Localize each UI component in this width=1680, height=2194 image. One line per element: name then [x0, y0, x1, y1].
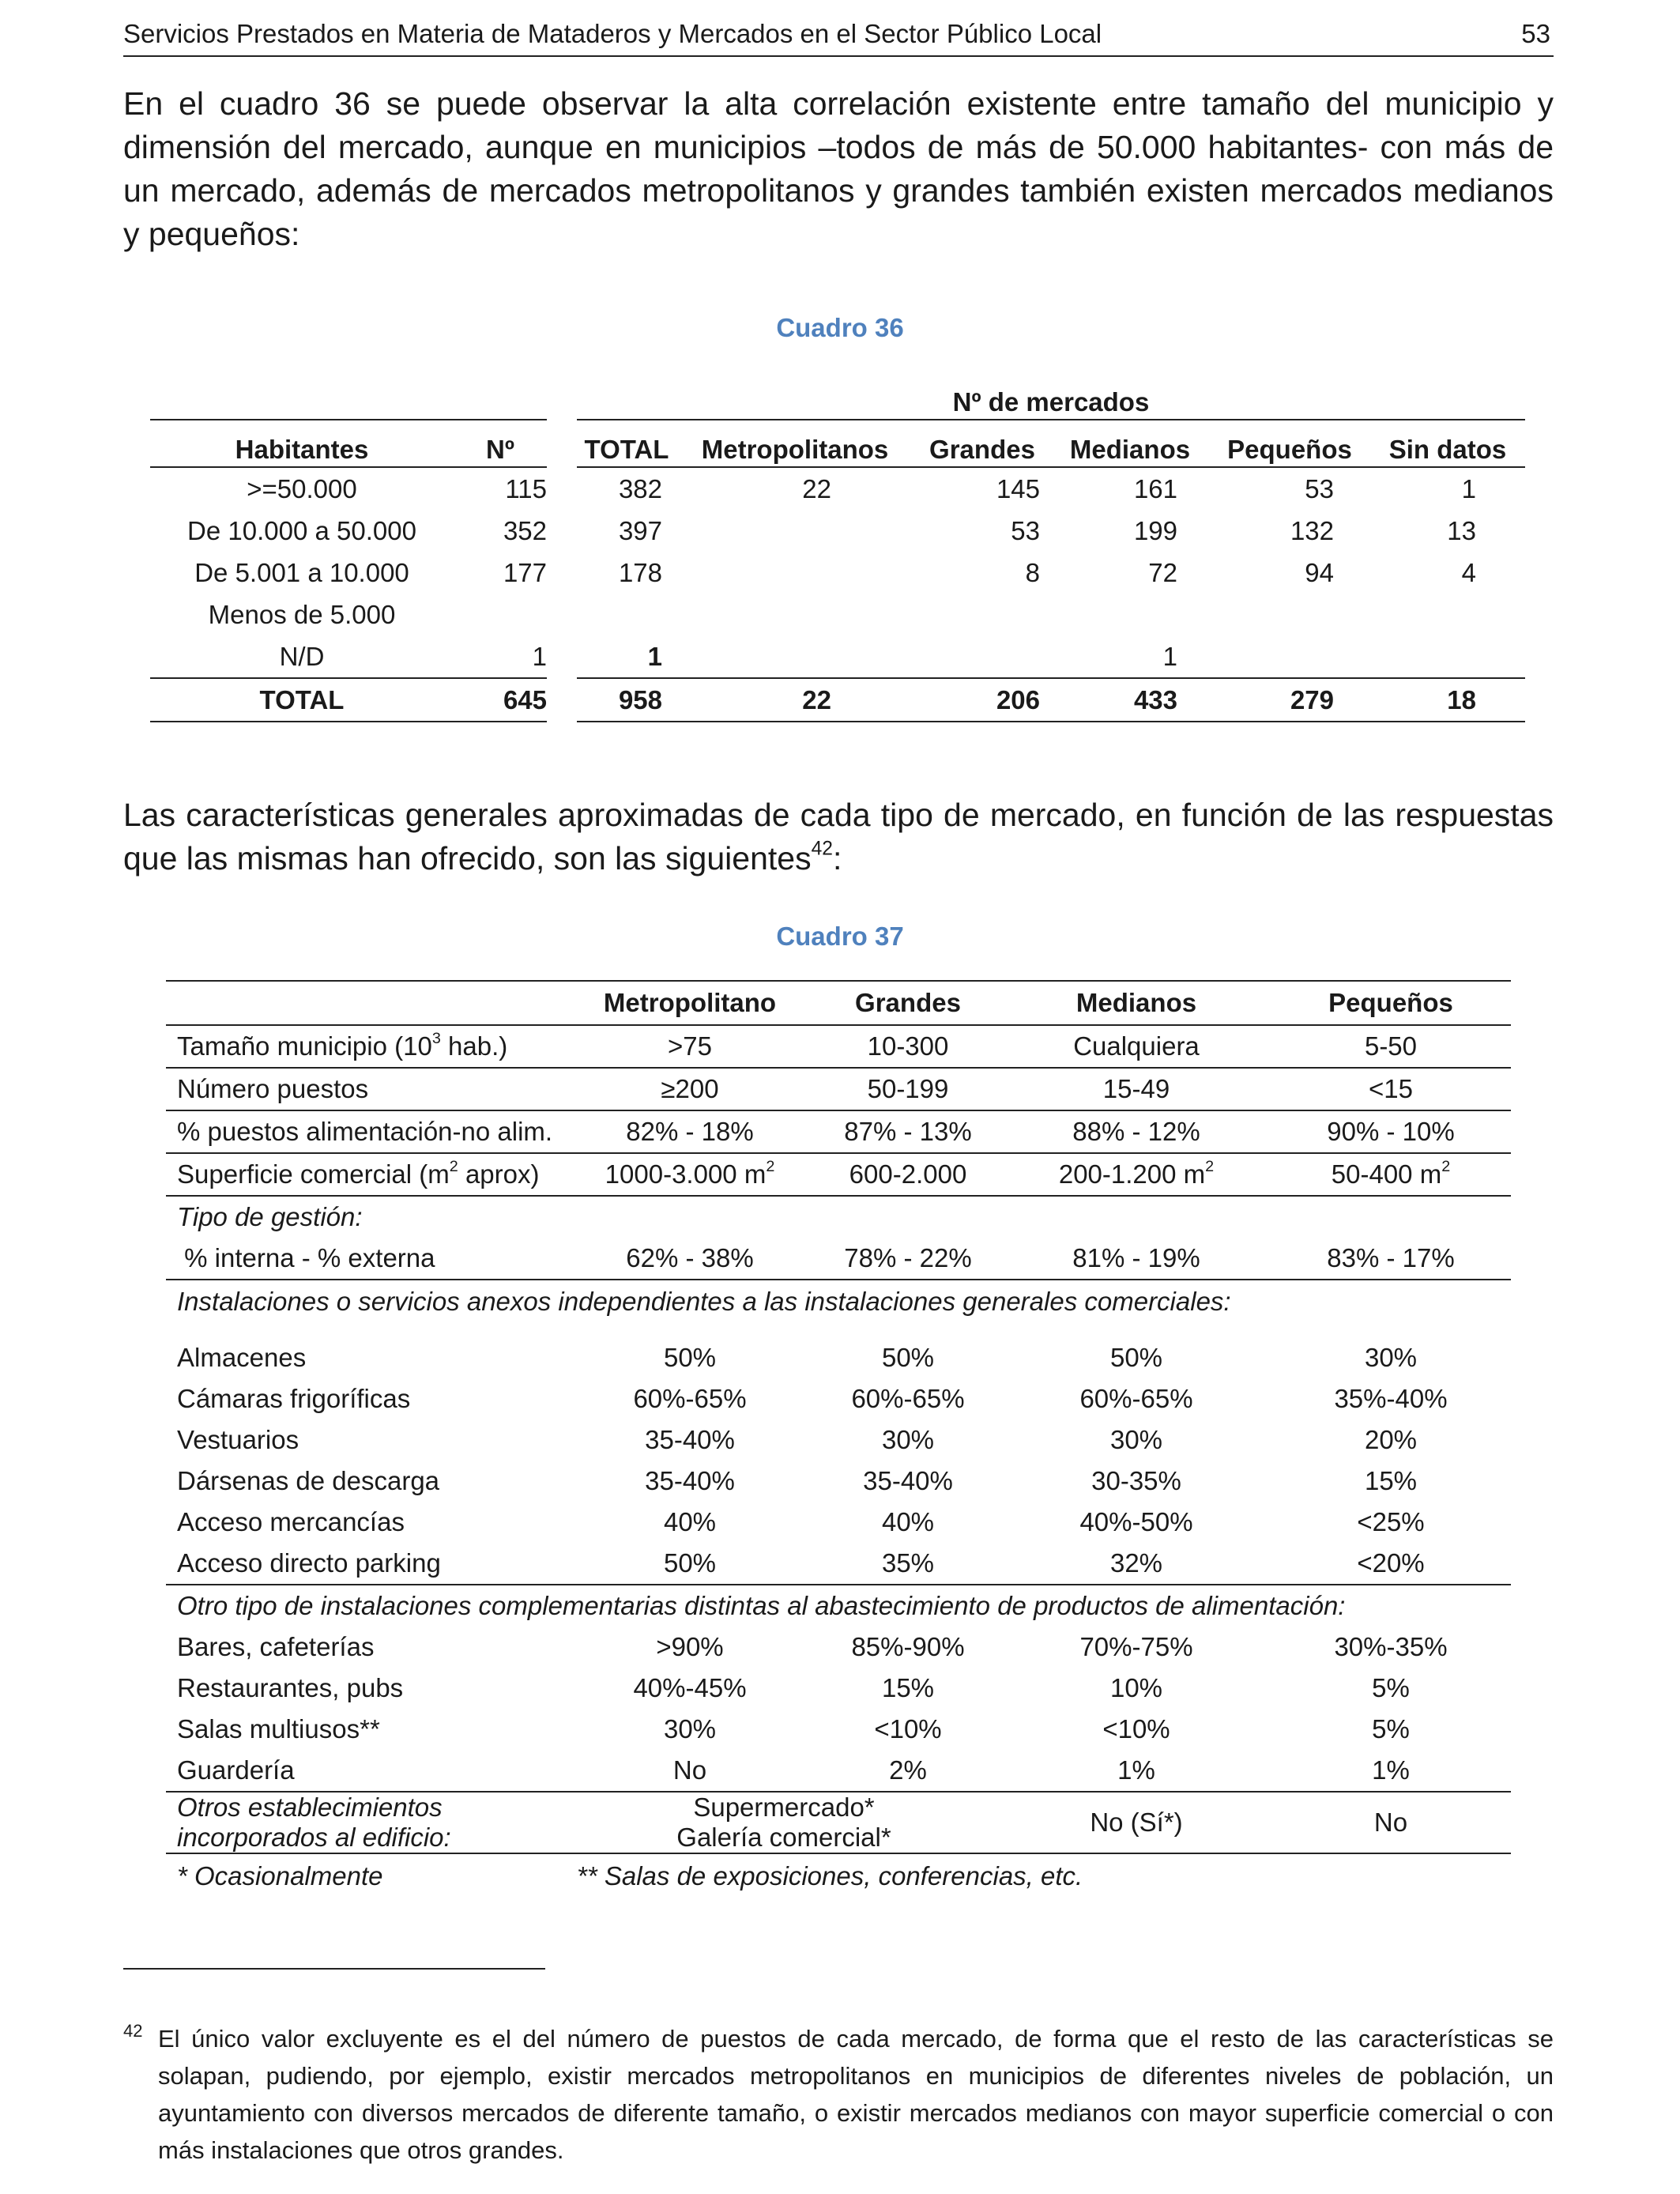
page-number: 53 [1521, 19, 1550, 48]
cell-value: 35-40% [863, 1466, 953, 1495]
table-row [577, 467, 1525, 510]
cell-metropolitanos [676, 635, 913, 678]
table-row [577, 594, 1525, 635]
cell-sin-datos: 1 [1461, 473, 1476, 503]
table-row [577, 635, 1525, 678]
cell-value: 1% [1372, 1755, 1410, 1785]
col-n: Nº [454, 420, 547, 467]
group-header: Nº de mercados [577, 376, 1525, 420]
table-row [150, 635, 547, 678]
section-title: Otro tipo de instalaciones complementarias distintas al abastecimiento de productos de alimentación: [177, 1591, 1346, 1620]
cell-value: No [1271, 1792, 1511, 1853]
cell-value: 35-40% [645, 1425, 735, 1454]
col-pequenos: Pequeños [1271, 981, 1511, 1025]
cell-habitantes: Menos de 5.000 [208, 599, 396, 629]
cell-value: 5% [1372, 1714, 1410, 1744]
row-label: Vestuarios [177, 1425, 299, 1454]
footnote-number: 42 [123, 2021, 143, 2041]
cell-metropolitanos [676, 594, 913, 635]
table-row [166, 1792, 1511, 1853]
cell-value: >90% [656, 1632, 724, 1661]
row-label: Dársenas de descarga [177, 1466, 440, 1495]
cell-total: 958 [577, 678, 676, 722]
cell-n: 177 [503, 557, 547, 587]
cell-value: 1000-3.000 $m^2$ [566, 1153, 814, 1196]
cell-medianos: 199 [1133, 515, 1177, 545]
cell-total: 397 [618, 515, 662, 545]
cell-metropolitanos: 22 [676, 678, 913, 722]
col-medianos: Medianos [1002, 981, 1271, 1025]
cell-medianos: 161 [1133, 473, 1177, 503]
cell-value: 50-199 [814, 1068, 1002, 1110]
cell-pequenos: 132 [1290, 515, 1334, 545]
cell-total: 382 [618, 473, 662, 503]
cell-value: 62% - 38% [566, 1238, 814, 1280]
table-row [166, 1025, 1511, 1068]
col-habitantes: Habitantes [150, 420, 454, 467]
cell-value: 50% [1109, 1343, 1163, 1372]
row-label: Almacenes [177, 1343, 307, 1372]
cell-sin-datos: 4 [1461, 557, 1476, 587]
row-label: Cámaras frigoríficas [177, 1384, 411, 1413]
cell-pequenos: 94 [1305, 557, 1334, 587]
cell-n: 115 [505, 473, 547, 503]
cell-metropolitanos [676, 552, 913, 594]
cell-pequenos [1209, 635, 1370, 678]
col-grandes: Grandes [913, 420, 1051, 467]
row-label: Tamaño municipio ($10^3$ hab.) [166, 1025, 566, 1068]
table-row [166, 1668, 1511, 1709]
cell-value: 50-400 $m^2$ [1271, 1153, 1511, 1196]
cell-value: 35-40% [645, 1466, 735, 1495]
col-metropolitanos: Metropolitanos [676, 420, 913, 467]
row-label: Número puestos [166, 1068, 566, 1110]
footnote-divider [123, 1968, 545, 1970]
table-row [166, 1196, 1511, 1238]
col-metropolitano: Metropolitano [566, 981, 814, 1025]
table-row [166, 1543, 1511, 1585]
cell-value: No [672, 1755, 707, 1785]
table-row [166, 1153, 1511, 1196]
notes-row [166, 1853, 1511, 1898]
total-row [150, 678, 547, 722]
cell-value: 60%-65% [633, 1384, 747, 1413]
cell-grandes: 206 [913, 678, 1051, 722]
col-pequenos: Pequeños [1209, 420, 1370, 467]
cell-value: 10-300 [814, 1025, 1002, 1068]
cell-value: 30% [1364, 1343, 1418, 1372]
cell-sin-datos [1370, 635, 1525, 678]
cell-sin-datos [1370, 594, 1525, 635]
cuadro-36-caption: Cuadro 36 [776, 313, 904, 342]
cell-value: ≥200 [566, 1068, 814, 1110]
cell-medianos: 72 [1148, 557, 1177, 587]
table-row [166, 1709, 1511, 1750]
cell-value: 15% [1364, 1466, 1418, 1495]
table-row [577, 552, 1525, 594]
row-label: Acceso directo parking [166, 1543, 566, 1585]
intro-paragraph: En el cuadro 36 se puede observar la alta correlación existente entre tamaño del municipio y dimensión del mercado, aunque en municipios –todos de más de 50.000 habitantes- con más de un mercado, además de mercados metropolitanos y grandes también existen mercados medianos y pequeños: [123, 85, 1554, 252]
cell-value: Cualquiera [1002, 1025, 1271, 1068]
row-label: Guardería [177, 1755, 295, 1785]
cell-value: 20% [1364, 1425, 1418, 1454]
cell-sin-datos: 13 [1447, 515, 1476, 545]
cell-value: 30% [663, 1714, 717, 1744]
table-row [577, 510, 1525, 552]
second-paragraph-suffix: : [832, 840, 842, 876]
cell-metropolitanos: 22 [802, 473, 831, 503]
cell-pequenos: 53 [1305, 473, 1334, 503]
cuadro-37-table [166, 980, 1511, 1898]
second-paragraph [123, 794, 1554, 880]
row-label: Acceso mercancías [177, 1507, 405, 1536]
cell-n: 1 [532, 641, 547, 671]
note-salas: ** Salas de exposiciones, conferencias, etc. [577, 1861, 1083, 1891]
cell-n: 645 [454, 678, 547, 722]
cell-value: 30% [881, 1425, 935, 1454]
cell-value: 35% [814, 1543, 1002, 1585]
table-row [166, 1585, 1511, 1627]
footnote-text: El único valor excluyente es el del número de puestos de cada mercado, de forma que el resto de las características se solapan, pudiendo, por ejemplo, existir mercados metropolitanos en municipios de diferentes niveles de población, un ayuntamiento con diversos mercados de diferente tamaño, o existir mercados medianos con mayor superficie comercial o con más instalaciones que otros grandes. [158, 2025, 1554, 2164]
col-medianos: Medianos [1051, 420, 1209, 467]
cell-value: 50% [663, 1343, 717, 1372]
table-row [166, 1068, 1511, 1110]
table-row [166, 1337, 1511, 1378]
cell-value: 81% - 19% [1002, 1238, 1271, 1280]
table-row [166, 1627, 1511, 1668]
cell-value: 5-50 [1271, 1025, 1511, 1068]
cell-medianos [1051, 594, 1209, 635]
cell-value: Supermercado* Galería comercial* [566, 1792, 1002, 1853]
cuadro-36-left-table [150, 376, 547, 722]
second-paragraph-text: Las características generales aproximadas de cada tipo de mercado, en función de las respuestas que las mismas han ofrecido, son las siguientes [123, 797, 1554, 876]
table-row [166, 1378, 1511, 1419]
cell-value: <10% [1102, 1714, 1170, 1744]
cell-value: 78% - 22% [814, 1238, 1002, 1280]
note-ocasionalmente: * Ocasionalmente [177, 1861, 383, 1891]
total-row [577, 678, 1525, 722]
cell-habitantes: TOTAL [150, 678, 454, 722]
cell-value: <20% [1271, 1543, 1511, 1585]
row-label: Otros establecimientos incorporados al edificio: [166, 1792, 566, 1853]
cell-value: 30% [1109, 1425, 1163, 1454]
cell-grandes: 145 [996, 473, 1040, 503]
cell-medianos: 1 [1162, 641, 1177, 671]
cell-value: 40%-45% [633, 1673, 747, 1702]
col-total: TOTAL [577, 420, 676, 467]
cell-habitantes: >=50.000 [247, 473, 357, 503]
table-row [166, 1238, 1511, 1280]
cell-value: 600-2.000 [814, 1153, 1002, 1196]
cell-value: 70%-75% [1079, 1632, 1193, 1661]
cell-value: 40%-50% [1079, 1507, 1193, 1536]
page-header [123, 11, 1554, 57]
table-row [150, 467, 547, 510]
cell-habitantes: De 5.001 a 10.000 [194, 557, 409, 587]
cell-habitantes: De 10.000 a 50.000 [187, 515, 416, 545]
row-label: Restaurantes, pubs [177, 1673, 404, 1702]
cell-value: 15-49 [1002, 1068, 1271, 1110]
table-row [166, 1750, 1511, 1792]
section-title: Tipo de gestión: [177, 1202, 363, 1231]
col-empty [166, 981, 566, 1025]
row-label: % interna - % externa [166, 1238, 566, 1280]
cell-total: 1 [647, 641, 662, 671]
cell-value: 40% [881, 1507, 935, 1536]
cell-value: 200-1.200 $m^2$ [1002, 1153, 1271, 1196]
cell-value: 1% [1117, 1755, 1155, 1785]
cell-value: 32% [1002, 1543, 1271, 1585]
cell-value: 15% [881, 1673, 935, 1702]
table-row [166, 1280, 1511, 1337]
cell-value: 82% - 18% [566, 1110, 814, 1153]
cell-value: 88% - 12% [1002, 1110, 1271, 1153]
cell-value: <10% [874, 1714, 942, 1744]
table-row [166, 1502, 1511, 1543]
cell-value: 60%-65% [851, 1384, 965, 1413]
cell-value: <15 [1271, 1068, 1511, 1110]
cell-value: 60%-65% [1079, 1384, 1193, 1413]
row-label: Bares, cafeterías [177, 1632, 375, 1661]
cell-n: 352 [503, 515, 547, 545]
cell-pequenos [1209, 594, 1370, 635]
cell-habitantes: N/D [279, 641, 325, 671]
table-row [166, 1419, 1511, 1461]
cell-value: <25% [1357, 1507, 1425, 1536]
cell-value: 5% [1372, 1673, 1410, 1702]
row-label: % puestos alimentación-no alim. [166, 1110, 566, 1153]
cell-value: 40% [663, 1507, 717, 1536]
col-grandes: Grandes [814, 981, 1002, 1025]
footnote-ref: 42 [811, 838, 833, 860]
col-sin-datos: Sin datos [1370, 420, 1525, 467]
cell-value: 30-35% [1091, 1466, 1181, 1495]
footnote [123, 2020, 1554, 2169]
cell-n [454, 594, 547, 635]
table-row [166, 1461, 1511, 1502]
running-title: Servicios Prestados en Materia de Mataderos y Mercados en el Sector Público Local [123, 19, 1102, 48]
cell-value: 30%-35% [1334, 1632, 1448, 1661]
section-title: Instalaciones o servicios anexos independientes a las instalaciones generales comerciales: [177, 1287, 1231, 1316]
cell-grandes [913, 594, 1051, 635]
cuadro-37-caption: Cuadro 37 [776, 922, 904, 951]
cell-value: 50% [881, 1343, 935, 1372]
cell-value: 90% - 10% [1271, 1110, 1511, 1153]
cell-value: 87% - 13% [814, 1110, 1002, 1153]
cell-grandes [913, 635, 1051, 678]
cell-value: >75 [566, 1025, 814, 1068]
table-row [150, 552, 547, 594]
cell-value: 83% - 17% [1271, 1238, 1511, 1280]
cell-value: 2% [889, 1755, 927, 1785]
table-row [150, 510, 547, 552]
cell-metropolitanos [676, 510, 913, 552]
cell-sin-datos: 18 [1370, 678, 1525, 722]
cell-value: 50% [566, 1543, 814, 1585]
cell-total: 178 [618, 557, 662, 587]
row-label: Superficie comercial ($m^2$ aprox) [166, 1153, 566, 1196]
cell-value: 35%-40% [1334, 1384, 1448, 1413]
cell-value: 10% [1109, 1673, 1163, 1702]
table-row [150, 594, 547, 635]
cell-grandes: 8 [1025, 557, 1040, 587]
cuadro-36-right-table [577, 376, 1525, 722]
cell-grandes: 53 [1011, 515, 1040, 545]
table-row [166, 1110, 1511, 1153]
row-label: Salas multiusos** [177, 1714, 380, 1744]
cell-pequenos: 279 [1209, 678, 1370, 722]
cell-total [577, 594, 676, 635]
cell-value: 85%-90% [851, 1632, 965, 1661]
cell-medianos: 433 [1051, 678, 1209, 722]
cell-value: No (Sí*) [1002, 1792, 1271, 1853]
